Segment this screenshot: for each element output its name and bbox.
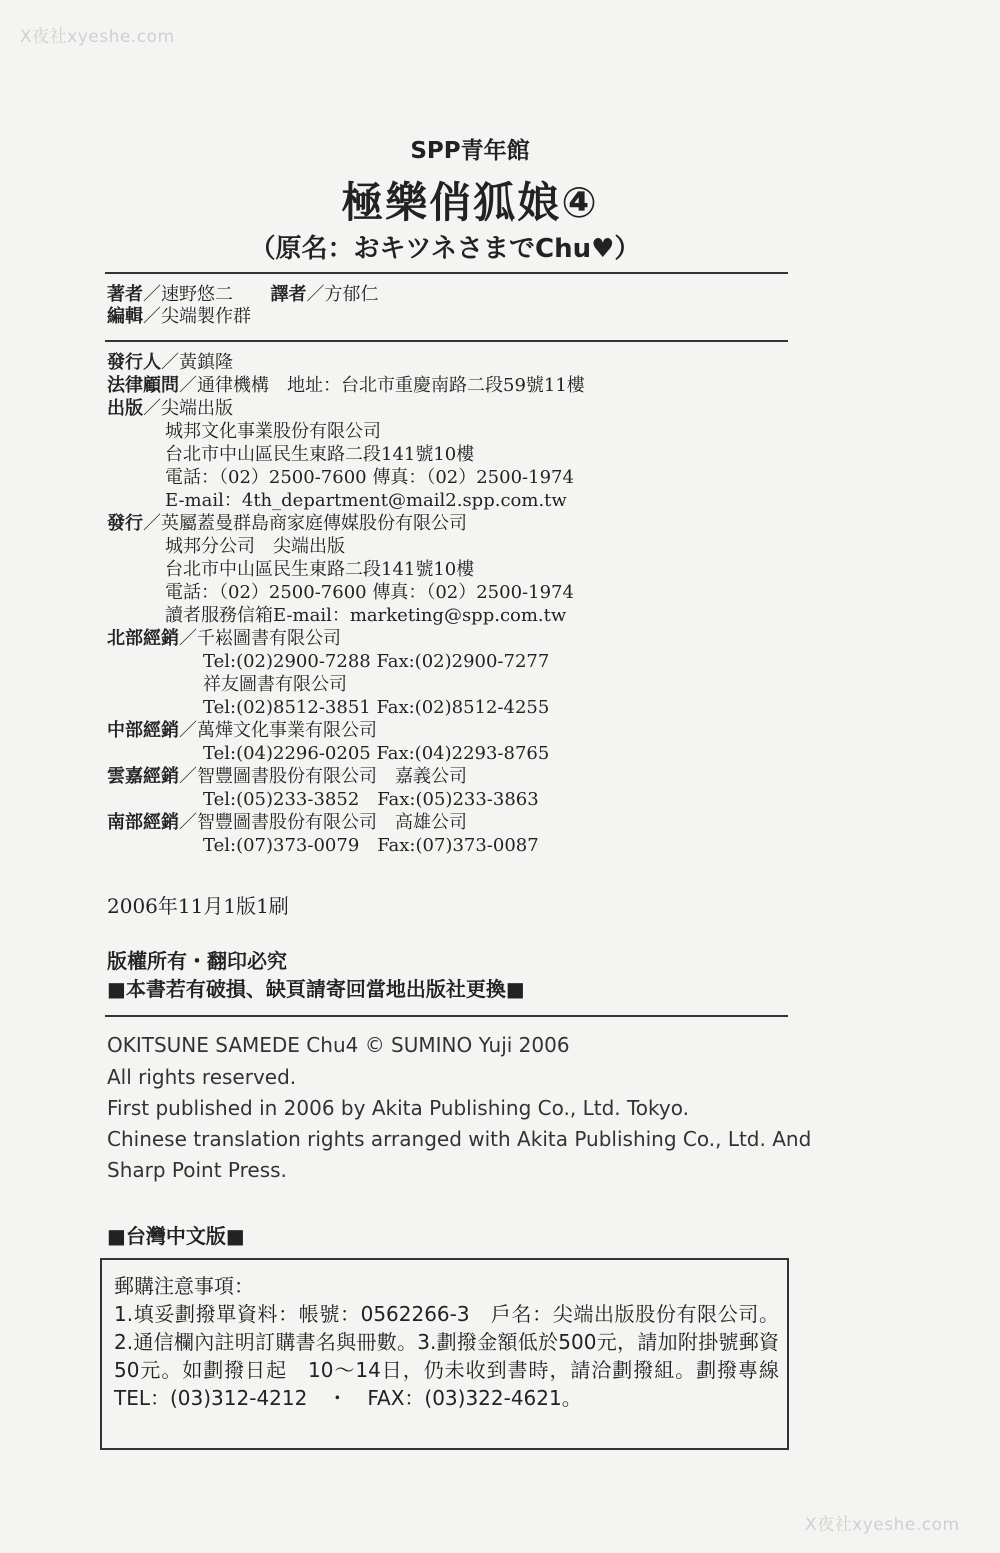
divider [105, 1015, 788, 1017]
edition-line: 2006年11月1版1刷 [107, 894, 289, 918]
publishing-label: 出版 [107, 398, 143, 419]
mail-order-body: 1.填妥劃撥單資料：帳號：0562266-3 戶名：尖端出版股份有限公司。2.通信欄內註明訂購書名與冊數。3.劃撥金額低於500元，請加附掛號郵資50元。如劃撥日起 10～14日，仍未收到書時，請洽劃撥組。劃撥專線TEL：(03)312-4212 ・ FAX：(03)322-4621。 [114, 1302, 779, 1410]
publishing-line [107, 513, 467, 535]
publishing-text: Tel:(07)373-0079 Fax:(07)373-0087 [203, 835, 539, 856]
publishing-line [165, 444, 474, 466]
publishing-line [165, 467, 574, 489]
author-name: ／速野悠二 [143, 284, 233, 305]
translator-label: 譯者 [270, 284, 307, 305]
translation-rights-line-2: Sharp Point Press. [107, 1158, 287, 1182]
publishing-text: E-mail：4th_department@mail2.spp.com.tw [165, 490, 567, 511]
original-title: （原名：おキツネさまでChu♥） [249, 234, 641, 264]
publishing-label: 雲嘉經銷 [107, 766, 179, 787]
credits-row-1 [107, 284, 378, 306]
publishing-label: 法律顧問 [107, 375, 179, 396]
publishing-line [165, 421, 381, 443]
watermark-top: X夜社xyeshe.com [20, 27, 175, 47]
taiwan-edition-tag: ■台灣中文版■ [107, 1224, 245, 1248]
publishing-line [107, 352, 233, 374]
series-name: SPP青年館 [410, 138, 530, 164]
publishing-text: 城邦文化事業股份有限公司 [165, 421, 381, 442]
watermark-bottom: X夜社xyeshe.com [805, 1515, 960, 1535]
first-published-line: First published in 2006 by Akita Publishing Co., Ltd. Tokyo. [107, 1096, 689, 1120]
publishing-line [107, 766, 467, 788]
author-label: 著者 [107, 284, 143, 305]
publishing-text: ／千崧圖書有限公司 [179, 628, 341, 649]
publishing-line [107, 812, 467, 834]
editor-name: ／尖端製作群 [143, 306, 251, 327]
publishing-line [203, 697, 549, 719]
publishing-line [203, 674, 347, 696]
publishing-line [107, 628, 341, 650]
book-title: 極樂俏狐娘④ [341, 178, 599, 227]
editor-label: 編輯 [107, 306, 143, 327]
publishing-line [165, 536, 345, 558]
publishing-line [165, 582, 574, 604]
copyright-line: OKITSUNE SAMEDE Chu4 © SUMINO Yuji 2006 [107, 1033, 570, 1057]
mail-order-box [100, 1258, 789, 1450]
publishing-text: Tel:(04)2296-0205 Fax:(04)2293-8765 [203, 743, 550, 764]
rights-line: 版權所有・翻印必究 [107, 949, 287, 973]
publishing-text: 台北市中山區民生東路二段141號10樓 [165, 444, 475, 465]
publishing-text: ／尖端出版 [143, 398, 233, 419]
publishing-text: 祥友圖書有限公司 [203, 674, 347, 695]
publishing-text: 電話：（02）2500-7600 傳真：（02）2500-1974 [165, 582, 574, 603]
publishing-line [203, 789, 539, 811]
rights-reserved-line: All rights reserved. [107, 1065, 297, 1089]
publishing-line [203, 651, 549, 673]
translator-name: ／方郁仁 [306, 284, 379, 305]
publishing-text: 電話：（02）2500-7600 傳真：（02）2500-1974 [165, 467, 574, 488]
publishing-text: ／通律機構 地址：台北市重慶南路二段59號11樓 [179, 375, 585, 396]
publishing-text: ／英屬蓋曼群島商家庭傳媒股份有限公司 [143, 513, 467, 534]
publishing-text: ／智豐圖書股份有限公司 嘉義公司 [179, 766, 467, 787]
publishing-text: Tel:(02)8512-3851 Fax:(02)8512-4255 [203, 697, 550, 718]
publishing-text: 台北市中山區民生東路二段141號10樓 [165, 559, 475, 580]
mail-order-title: 郵購注意事項： [114, 1274, 254, 1298]
publishing-label: 中部經銷 [107, 720, 179, 741]
publishing-text: 讀者服務信箱E-mail：marketing@spp.com.tw [165, 605, 567, 626]
credits-row-2 [107, 306, 251, 328]
defect-notice: ■本書若有破損、缺頁請寄回當地出版社更換■ [107, 977, 525, 1001]
publishing-line [107, 398, 233, 420]
publishing-label: 發行人 [107, 352, 161, 373]
publishing-text: Tel:(05)233-3852 Fax:(05)233-3863 [203, 789, 539, 810]
publishing-line [107, 720, 377, 742]
publishing-line [203, 743, 549, 765]
divider [105, 340, 788, 342]
publishing-text: ／萬燁文化事業有限公司 [179, 720, 377, 741]
publishing-label: 南部經銷 [107, 812, 179, 833]
translation-rights-line: Chinese translation rights arranged with Akita Publishing Co., Ltd. And [107, 1127, 812, 1151]
publishing-line [107, 375, 585, 397]
publishing-line [165, 559, 474, 581]
publishing-line [165, 490, 567, 512]
publishing-text: ／智豐圖書股份有限公司 高雄公司 [179, 812, 467, 833]
publishing-label: 發行 [107, 513, 143, 534]
publishing-line [165, 605, 566, 627]
publishing-label: 北部經銷 [107, 628, 179, 649]
publishing-text: Tel:(02)2900-7288 Fax:(02)2900-7277 [203, 651, 550, 672]
publishing-text: ／黃鎮隆 [161, 352, 233, 373]
publishing-line [203, 835, 539, 857]
publishing-text: 城邦分公司 尖端出版 [165, 536, 345, 557]
divider [105, 272, 788, 274]
